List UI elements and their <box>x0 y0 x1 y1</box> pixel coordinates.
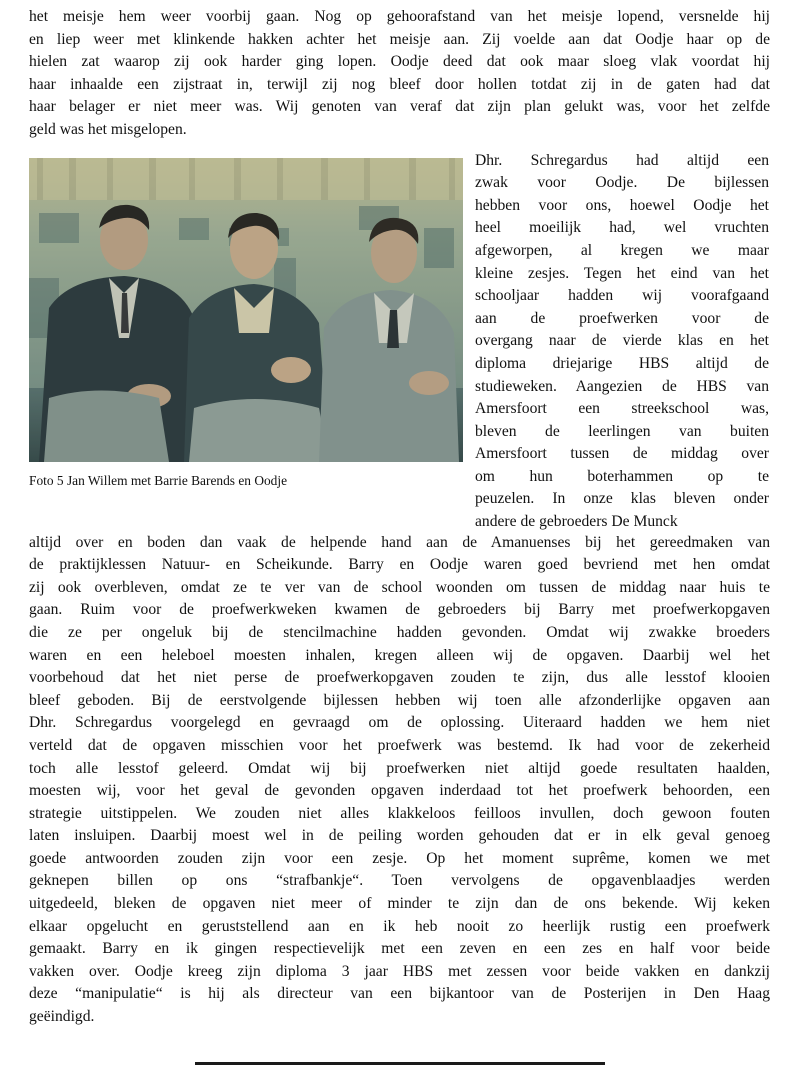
text-line: het meisje hem weer voorbij gaan. Nog op gehoorafstand van het meisje lopend, versnelde hij <box>29 8 770 25</box>
text-line: de praktijklessen Natuur- en Scheikunde. Barry en Oodje waren goed bevriend met hen omdat <box>29 556 770 574</box>
text-line: geld was het misgelopen. <box>29 120 187 138</box>
text-line: hielen zat waarop zij ook harder ging lopen. Oodje deed dat ook maar sloeg vlak voordat hij <box>29 53 770 71</box>
text-line: zwak voor Oodje. De bijlessen <box>475 174 769 192</box>
text-line: toch alle lesstof geleerd. Omdat wij bij proefwerken niet altijd goede resultaten haalden, <box>29 759 770 777</box>
photo-caption: Foto 5 Jan Willem met Barrie Barends en Oodje <box>29 472 288 488</box>
text-line: overgang naar de vierde klas en het <box>475 332 769 350</box>
photo-column <box>29 152 463 488</box>
text-line: afgeworpen, al kregen we maar <box>475 241 769 259</box>
text-line: gaan. Ruim voor de proefwerkweken kwamen de gebroeders bij Barry met proefwerkopgaven <box>29 601 770 619</box>
text-line: haar inhaalde een zijstraat in, terwijl zij nog bleef door hollen totdat zij in de gaten had dat <box>29 75 770 93</box>
text-line: diploma driejarige HBS altijd de <box>475 354 769 372</box>
text-line: uitgedeeld, bleken de opgaven niet meer of minder te zijn dan de ons bekende. Wij keken <box>29 895 770 913</box>
text-line: aan de proefwerken voor de <box>475 309 769 327</box>
side-paragraph <box>475 150 769 534</box>
text-line: heel moeilijk had, wel vruchten <box>475 219 769 237</box>
main-paragraph <box>29 532 770 1029</box>
text-line: vakken over. Oodje kreeg zijn diploma 3 jaar HBS met zessen voor beide vakken en dankzij <box>29 962 770 980</box>
text-line: Dhr. Schregardus had altijd een <box>475 151 769 169</box>
text-line: strategie uitstippelen. We zouden niet alles klakkeloos feilloos invullen, doch gewoon fouten <box>29 804 770 822</box>
text-line: voorbehoud dat het niet perse de proefwerkopgaven zouden te zijn, dus alle lesstof klooien <box>29 669 770 687</box>
text-line: Amersfoort een streekschool was, <box>475 400 769 418</box>
text-line: hebben voor ons, hoewel Oodje het <box>475 196 769 214</box>
photo-three-young-men <box>29 158 463 462</box>
text-line: peuzelen. In onze klas bleven onder <box>475 490 769 508</box>
document-page <box>29 6 770 1029</box>
text-line: Dhr. Schregardus voorgelegd en gevraagd om de oplossing. Uiteraard hadden we hem niet <box>29 714 770 732</box>
text-line: goede antwoorden zouden zijn voor een zesje. Op het moment suprême, komen we met <box>29 849 770 867</box>
text-line: haar belager er niet meer was. Wij genoten van veraf dat zijn plan gelukt was, voor het zelfde <box>29 98 770 116</box>
text-line: deze “manipulatie“ is hij als directeur van een bijkantoor van de Posterijen in Den Haag <box>29 985 770 1003</box>
text-line: om hun boterhammen op te <box>475 467 769 485</box>
text-line: elkaar opgelucht en geruststellend aan en ik heb nooit zo heerlijk rustig een proefwerk <box>29 917 770 935</box>
text-line: kleine zesjes. Tegen het eind van het <box>475 264 769 282</box>
photo-and-text-section <box>29 152 770 532</box>
text-line: zij ook overbleven, omdat ze te ver van de school woonden om tussen de middag naar huis te <box>29 578 770 596</box>
text-line: Amersfoort tussen de middag over <box>475 445 769 463</box>
bottom-rule <box>195 1062 605 1065</box>
text-line: geëindigd. <box>29 1008 95 1026</box>
text-line: altijd over en boden dan vaak de helpende hand aan de Amanuenses bij het gereedmaken van <box>29 533 770 551</box>
text-line: verteld dat de opgaven misschien voor het proefwerk was bestemd. Ik had voor de zekerheid <box>29 736 770 754</box>
text-line: laten insluipen. Daarbij moest wel in de peiling worden gehouden dat er in elk geval genoeg <box>29 827 770 845</box>
text-line: geknepen billen op ons “strafbankje“. Toen vervolgens de opgavenblaadjes werden <box>29 872 770 890</box>
text-line: bleef geboden. Bij de eerstvolgende bijlessen hebben wij toen alle afzonderlijke opgaven aan <box>29 691 770 709</box>
text-line: schooljaar hadden wij voorafgaand <box>475 287 769 305</box>
text-line: gemaakt. Barry en ik gingen respectievelijk met een zeven en een zes en half voor beide <box>29 940 770 958</box>
text-line: studieweken. Aangezien de HBS van <box>475 377 769 395</box>
text-line: die ze per ongeluk bij de stencilmachine hadden gevonden. Omdat wij zwakke broeders <box>29 623 770 641</box>
text-line: waren en een heleboel moesten inhalen, kregen alleen wij de opgaven. Daarbij wel het <box>29 646 770 664</box>
text-line: moesten wij, voor het geval de gevonden opgaven inderdaad tot het proefwerk behoorden, een <box>29 782 770 800</box>
text-line: en liep weer met klinkende hakken achter het meisje aan. Zij voelde aan dat Oodje haar op de <box>29 30 770 48</box>
text-line: andere de gebroeders De Munck <box>475 513 678 531</box>
top-paragraph <box>29 6 770 142</box>
text-line: bleven de leerlingen van buiten <box>475 422 769 440</box>
